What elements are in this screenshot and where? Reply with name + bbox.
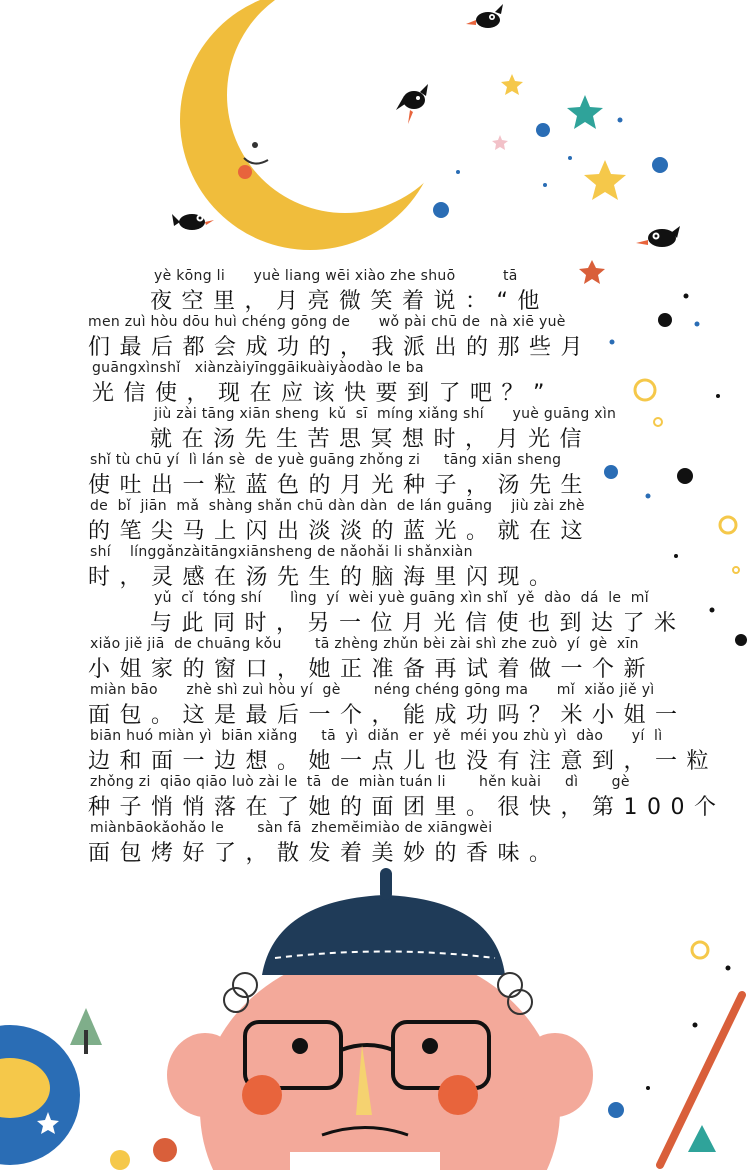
- pinyin-line: guāngxìnshǐ xiànzàiyīnggāikuàiyàodào le ba: [92, 360, 424, 376]
- bird-icon: [466, 4, 503, 28]
- chinese-line: 面包。这是最后一个，能成功吗？米小姐一: [88, 703, 687, 728]
- pinyin-line: yè kōng li yuè liang wēi xiào zhe shuō tā: [154, 268, 518, 284]
- chinese-line: 就在汤先生苦思冥想时，月光信: [150, 427, 592, 452]
- man-with-glasses-illustration: [167, 868, 593, 1170]
- chinese-line: 面包烤好了，散发着美妙的香味。: [88, 841, 561, 866]
- pinyin-line: miànbāokǎohǎo le sàn fā zhemĕimiào de xiāngwèi: [90, 820, 493, 836]
- bird-icon: [172, 214, 214, 230]
- chinese-line: 边和面一边想。她一点儿也没有注意到，一粒: [88, 749, 719, 774]
- bird-icon: [636, 226, 680, 247]
- planet-icon: [0, 1025, 80, 1165]
- pinyin-line: yǔ cǐ tóng shí lìng yí wèi yuè guāng xìn shǐ yě dào dá le mǐ: [154, 590, 649, 606]
- chinese-line: 时，灵感在汤先生的脑海里闪现。: [88, 565, 561, 590]
- chinese-line: 种子悄悄落在了她的面团里。很快，第100个: [88, 795, 726, 820]
- pinyin-line: zhǒng zi qiāo qiāo luò zài le tā de miàn tuán li hěn kuài dì gè: [90, 774, 630, 790]
- pinyin-line: biān huó miàn yì biān xiǎng tā yì diǎn er yě méi you zhù yì dào yí lì: [90, 728, 663, 744]
- pinyin-line: shí línggǎnzàitāngxiānsheng de nǎohǎi li shǎnxiàn: [90, 544, 473, 560]
- pinyin-line: xiǎo jiě jiā de chuāng kǒu tā zhèng zhǔn bèi zài shì zhe zuò yí gè xīn: [90, 636, 639, 652]
- star-icon: [492, 74, 626, 284]
- chinese-line: 们最后都会成功的，我派出的那些月: [88, 335, 593, 360]
- pinyin-line: miàn bāo zhè shì zuì hòu yí gè néng chéng gōng ma mǐ xiǎo jiě yì: [90, 682, 655, 698]
- pinyin-line: shǐ tù chū yí lì lán sè de yuè guāng zhǒng zi tāng xiān sheng: [90, 452, 562, 468]
- chinese-line: 夜空里，月亮微笑着说：“他: [150, 289, 549, 314]
- crescent-moon-icon: [180, 0, 440, 250]
- chinese-line: 与此同时，另一位月光信使也到达了米: [150, 611, 686, 636]
- chinese-line: 的笔尖马上闪出淡淡的蓝光。就在这: [88, 519, 593, 544]
- chinese-line: 小姐家的窗口，她正准备再试着做一个新: [88, 657, 656, 682]
- pinyin-line: men zuì hòu dōu huì chéng gōng de wǒ pài chū de nà xiē yuè: [88, 314, 566, 330]
- pinyin-line: de bǐ jiān mǎ shàng shǎn chū dàn dàn de lán guāng jiù zài zhè: [90, 498, 585, 514]
- pinyin-line: jiù zài tāng xiān sheng kǔ sī míng xiǎng shí yuè guāng xìn: [154, 406, 617, 422]
- chinese-line: 使吐出一粒蓝色的月光种子，汤先生: [88, 473, 593, 498]
- chinese-line: 光信使，现在应该快要到了吧？”: [92, 381, 554, 406]
